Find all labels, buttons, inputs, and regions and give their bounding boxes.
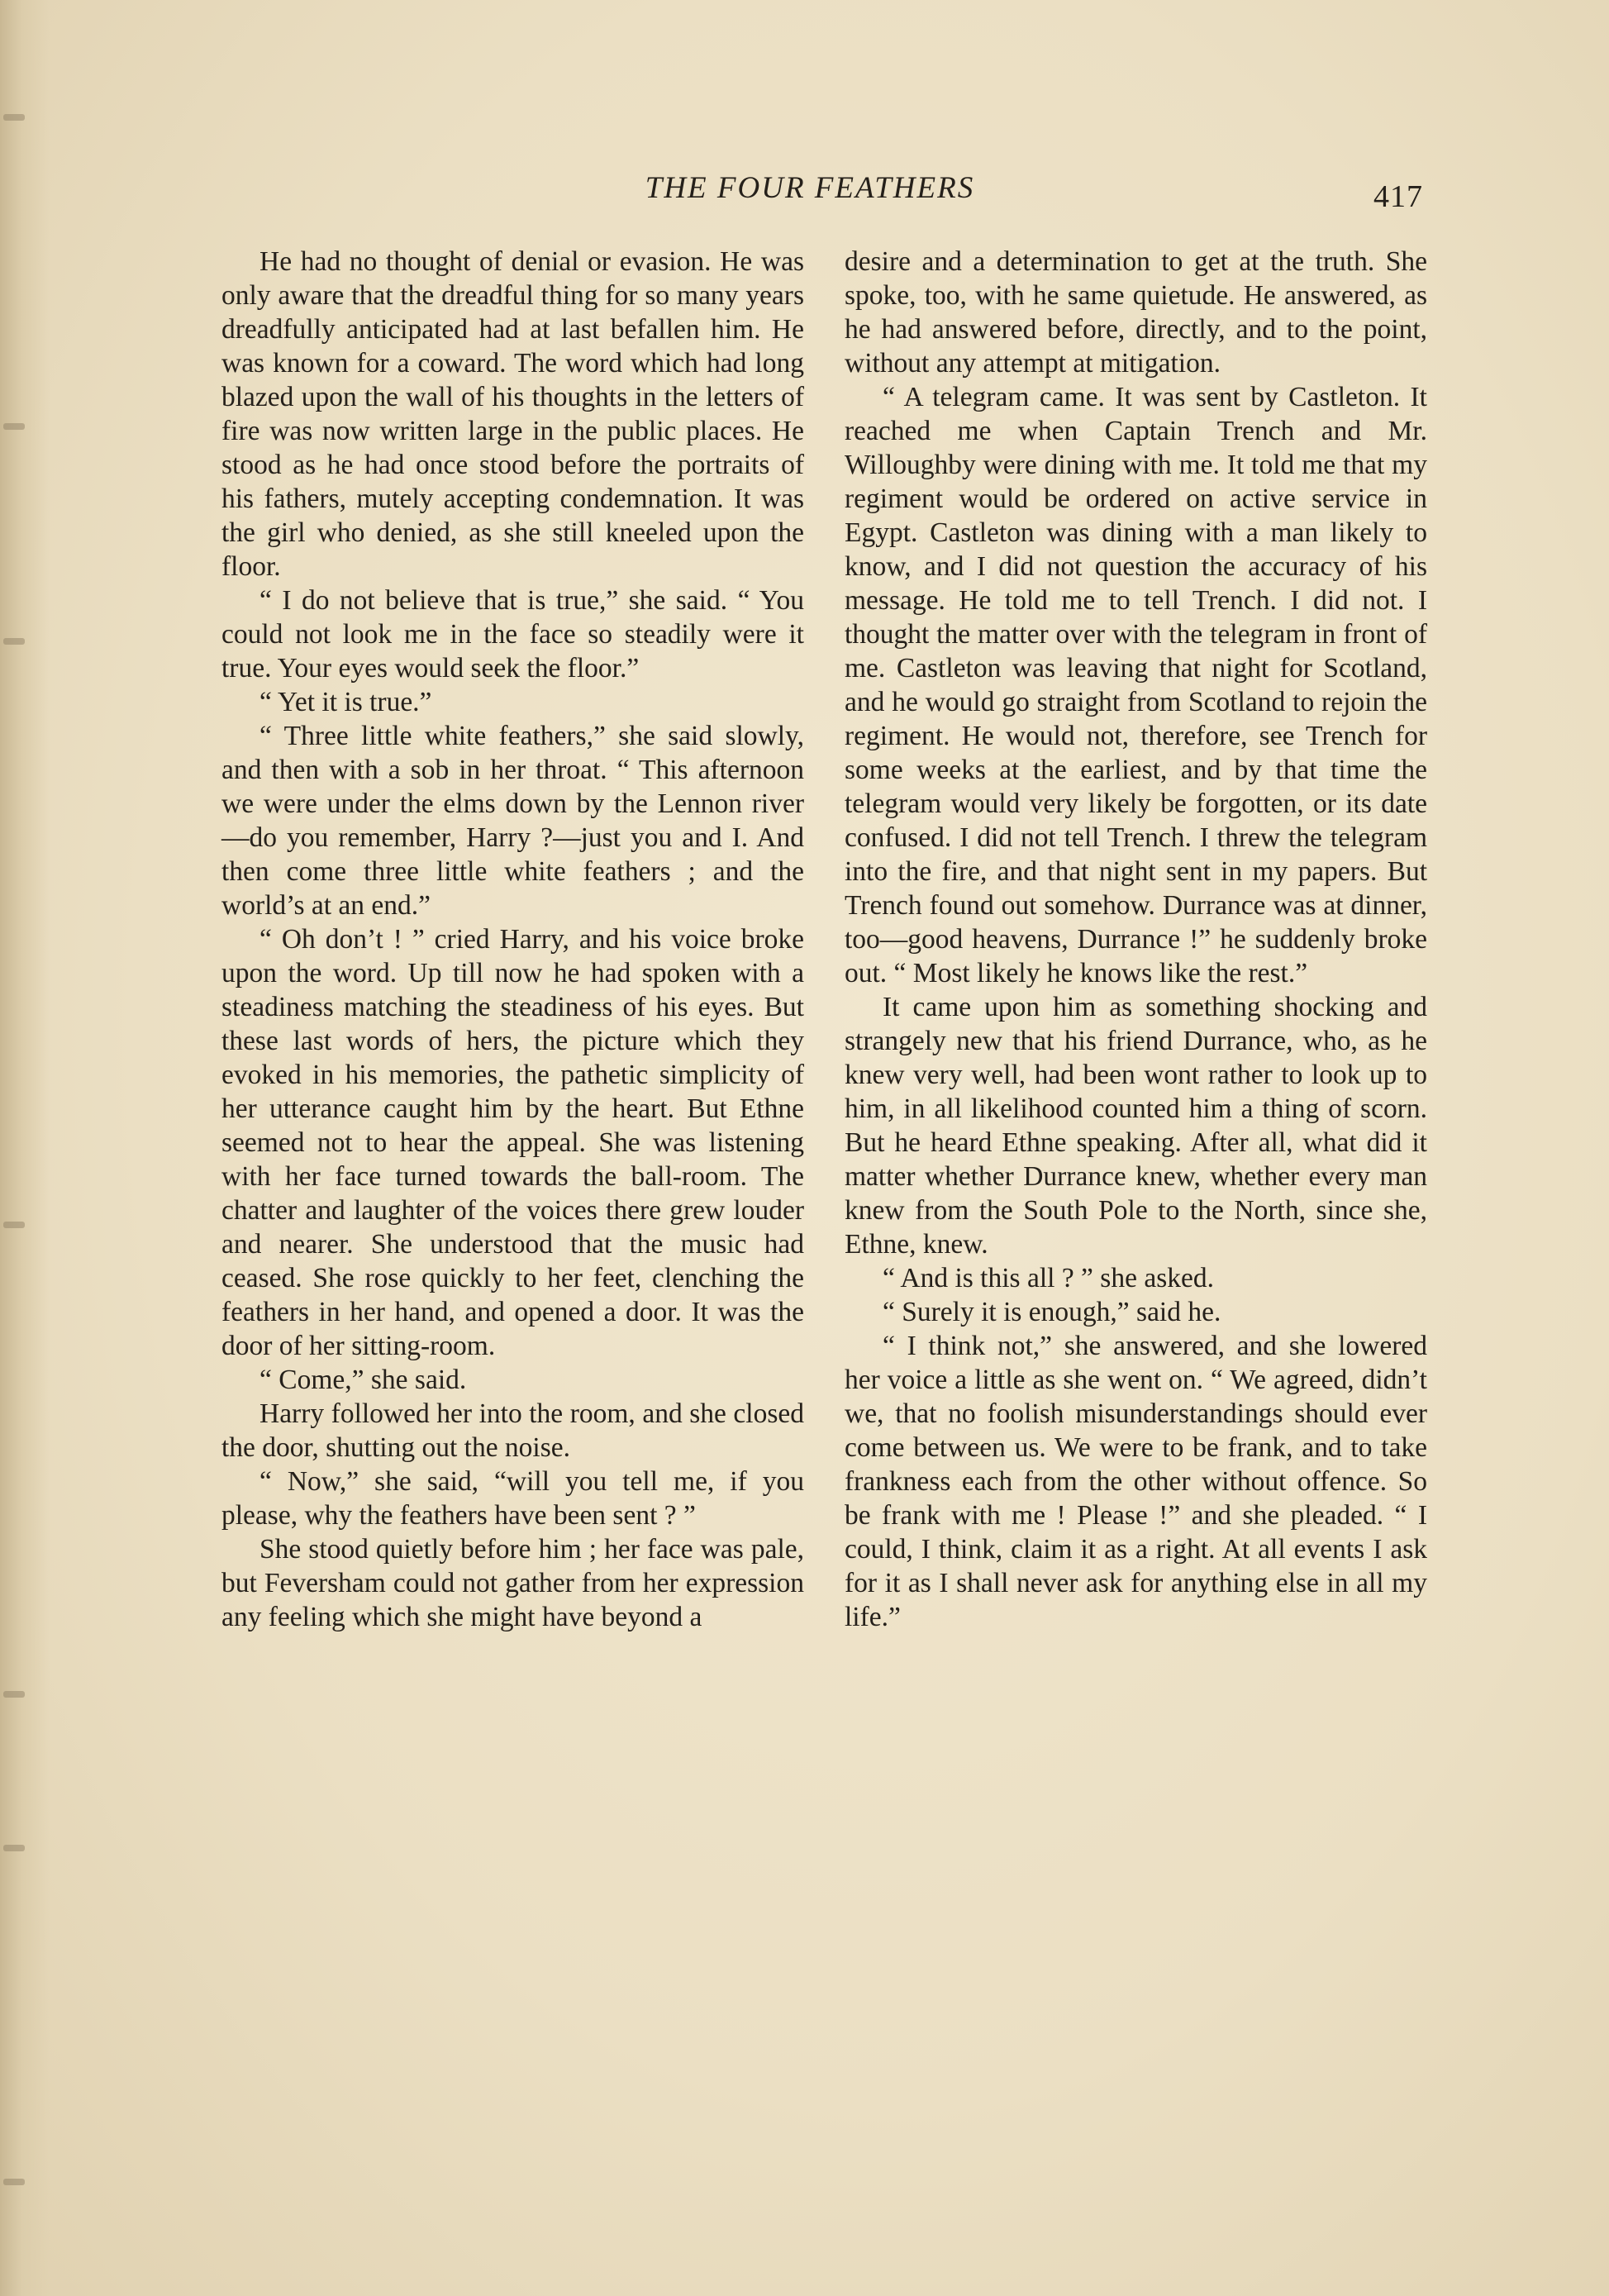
paragraph: “ Now,” she said, “will you tell me, if you please, why the feathers have been sent ? ”	[221, 1466, 804, 1531]
page-edge-mark	[3, 2179, 25, 2185]
left-text-column	[221, 245, 804, 1634]
paragraph: “ Yet it is true.”	[259, 687, 432, 717]
page-edge-mark	[3, 1691, 25, 1698]
page-edge-mark	[3, 1845, 25, 1851]
paragraph: “ A telegram came. It was sent by Castleton. It reached me when Captain Trench and Mr. Willoughby were dining with me. It told me that my regiment would be ordered on active service in Egypt. Castleton was dining with a man likely to know, and I did not question the accuracy of his message. He told me to tell Trench. I did not. I thought the matter over with the telegram in front of me. Castleton was leaving that night for Scotland, and he would go straight from Scotland to rejoin the regiment. He would not, therefore, see Trench for some weeks at the earliest, and by that time the telegram would very likely be forgotten, or its date confused. I did not tell Trench. I threw the telegram into the fire, and that night sent in my papers. But Trench found out somehow. Durrance was at dinner, too—good heavens, Durrance !” he suddenly broke out. “ Most likely he knows like the rest.”	[845, 382, 1427, 988]
paragraph: She stood quietly before him ; her face was pale, but Feversham could not gather from her expression any feeling which she might have beyond a	[221, 1534, 804, 1632]
paragraph: He had no thought of denial or evasion. He was only aware that the dreadful thing for so many years dreadfully anticipated had at last befallen him. He was known for a coward. The word which had long blazed upon the wall of his thoughts in the letters of fire was now written large in the public places. He stood as he had once stood before the portraits of his fathers, mutely accepting condemnation. It was the girl who denied, as she still kneeled upon the floor.	[221, 246, 804, 582]
paragraph: “ Come,” she said.	[259, 1365, 467, 1395]
binding-shadow	[0, 0, 50, 2296]
page-edge-mark	[3, 114, 25, 121]
paragraph: “ Surely it is enough,” said he.	[883, 1297, 1221, 1327]
paragraph: It came upon him as something shocking and strangely new that his friend Durrance, who, as he knew very well, had been wont rather to look up to him, in all likelihood counted him a thing of scorn. But he heard Ethne speaking. After all, what did it matter whether Durrance knew, whether every man knew from the South Pole to the North, since she, Ethne, knew.	[845, 992, 1427, 1260]
paragraph-continuation: desire and a determination to get at the truth. She spoke, too, with he same quietude. He answered, as he had answered before, directly, and to the point, without any attempt at mitigation.	[845, 246, 1427, 379]
paragraph: “ Three little white feathers,” she said slowly, and then with a sob in her throat. “ This afternoon we were under the elms down by the Lennon river —do you remember, Harry ?—just you and I. And then come three little white feathers ; and the world’s at an end.”	[221, 721, 804, 921]
paragraph: “ I think not,” she answered, and she lowered her voice a little as she went on. “ We agreed, didn’t we, that no foolish misunderstandings should ever come between us. We were to be frank, and to take frankness each from the other without offence. So be frank with me ! Please !” and she pleaded. “ I could, I think, claim it as a right. At all events I ask for it as I shall never ask for anything else in all my life.”	[845, 1331, 1427, 1632]
running-title: THE FOUR FEATHERS	[645, 171, 975, 205]
page-edge-mark	[3, 638, 25, 645]
page-edge-mark	[3, 1222, 25, 1228]
paragraph: “ Oh don’t ! ” cried Harry, and his voice broke upon the word. Up till now he had spoken with a steadiness matching the steadiness of his eyes. But these last words of hers, the picture which they evoked in his memories, the pathetic simplicity of her utterance caught him by the heart. But Ethne seemed not to hear the appeal. She was listening with her face turned towards the ball-room. The chatter and laughter of the voices there grew louder and nearer. She understood that the music had ceased. She rose quickly to her feet, clenching the feathers in her hand, and opened a door. It was the door of her sitting-room.	[221, 924, 804, 1361]
page-number: 417	[1373, 179, 1423, 214]
paragraph: Harry followed her into the room, and she closed the door, shutting out the noise.	[221, 1398, 804, 1463]
page-edge-mark	[3, 423, 25, 430]
paragraph: “ And is this all ? ” she asked.	[883, 1263, 1214, 1293]
paragraph: “ I do not believe that is true,” she said. “ You could not look me in the face so steadily were it true. Your eyes would seek the floor.”	[221, 585, 804, 684]
right-text-column	[845, 245, 1427, 1634]
